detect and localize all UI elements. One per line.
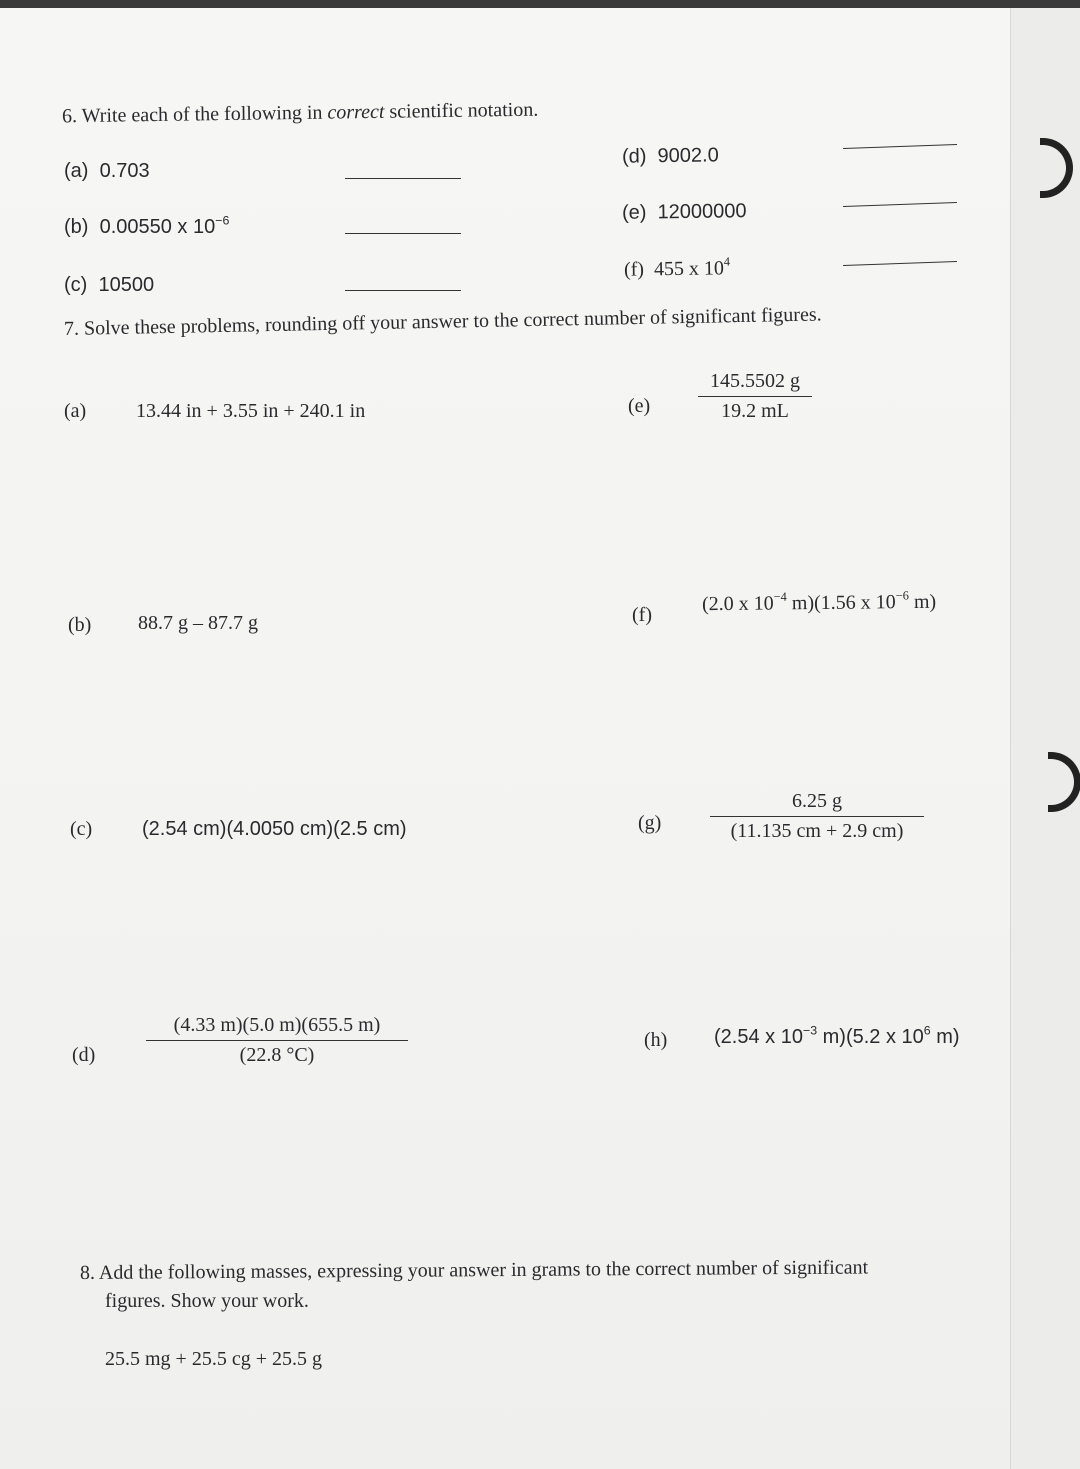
q6-item-a: (a) 0.703 (64, 160, 150, 182)
top-edge (0, 0, 1080, 8)
q7-expr-f: (2.0 x $10^{-4}$ m)(1.56 x $10^{-6}$ m) (701, 588, 937, 616)
denominator: (11.135 cm + 2.9 cm) (730, 820, 904, 842)
q7-label-b: (b) (68, 614, 92, 636)
q7-fraction-g (710, 790, 924, 843)
q6-item-d: (d) 9002.0 (621, 144, 719, 168)
numerator: 6.25 g (792, 790, 842, 812)
q7-label-c: (c) (70, 818, 93, 840)
fraction-bar (710, 816, 924, 817)
q7-label-e: (e) (628, 395, 651, 417)
q7-label-a: (a) (64, 400, 87, 422)
q6-item-c: (c) 10500 (64, 274, 155, 296)
question-8-line-1: 8. Add the following masses, expressing your answer in grams to the correct number of significant (79, 1256, 869, 1284)
q6-item-e: (e) 12000000 (621, 200, 747, 224)
q7-expr-b: 88.7 g – 87.7 g (138, 612, 258, 634)
question-8-line-2: figures. Show your work. (105, 1290, 309, 1312)
q7-expr-a: 13.44 in + 3.55 in + 240.1 in (136, 400, 366, 422)
q7-label-d: (d) (72, 1044, 96, 1066)
q7-expr-h: (2.54 x $10^{-3}$ m)(5.2 x $10^6$ m) (714, 1023, 960, 1048)
q8-expression: 25.5 mg + 25.5 cg + 25.5 g (105, 1348, 322, 1370)
numerator: (4.33 m)(5.0 m)(655.5 m) (173, 1014, 381, 1036)
answer-blank-a[interactable] (345, 178, 461, 179)
q7-fraction-d (146, 1014, 408, 1067)
question-7-title: 7. Solve these problems, rounding off your answer to the correct number of significant figures. (63, 303, 822, 340)
answer-blank-c[interactable] (345, 290, 461, 291)
next-page-edge (1011, 8, 1080, 1469)
denominator: 19.2 mL (721, 400, 789, 422)
fraction-bar (698, 396, 812, 397)
q7-label-g: (g) (638, 812, 662, 834)
numerator: 145.5502 g (710, 370, 800, 392)
q6-item-f: (f) 455 x $10^4$ (623, 254, 731, 281)
question-6-title: 6. Write each of the following in correct scientific notation. (61, 98, 539, 128)
q7-expr-c: (2.54 cm)(4.0050 cm)(2.5 cm) (142, 818, 407, 840)
q6-item-b: (b) 0.00550 x $10^{-6}$ (64, 213, 230, 238)
denominator: (22.8 °C) (239, 1044, 315, 1066)
fraction-bar (146, 1040, 408, 1041)
q7-fraction-e (698, 370, 812, 423)
q7-label-f: (f) (632, 604, 652, 626)
answer-blank-b[interactable] (345, 233, 461, 234)
q7-label-h: (h) (644, 1029, 668, 1051)
